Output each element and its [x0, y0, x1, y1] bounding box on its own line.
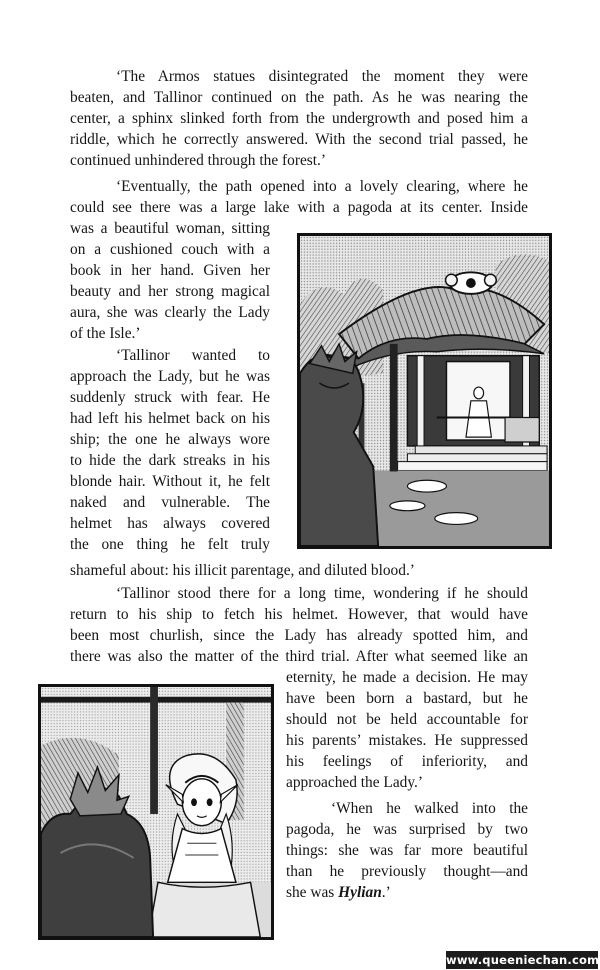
text-line: riddle, which he correctly answered. With the second trial passed, he: [70, 131, 528, 148]
text-line: on a cushioned couch with a: [70, 241, 270, 258]
text-line: beauty and her strong magical: [70, 283, 270, 300]
text-line: pagoda, he was surprised by two: [286, 821, 528, 838]
text-line: helmet has always covered: [70, 515, 270, 532]
text-line: ‘Eventually, the path opened into a lovely clearing, where he: [116, 178, 528, 195]
illustration-lady: [38, 684, 274, 940]
text-line: eternity, he made a decision. He may: [286, 669, 528, 686]
text-line: ship; the one he always wore: [70, 431, 270, 448]
watermark: www.queeniechan.com: [446, 953, 600, 967]
text-line: had left his helmet back on his: [70, 410, 270, 427]
text-line: his feelings of inferiority, and: [286, 753, 528, 770]
text-line: continued unhindered through the forest.’: [70, 152, 327, 169]
text-line: ‘The Armos statues disintegrated the moment they were: [116, 68, 528, 85]
text-line: things: she was far more beautiful: [286, 842, 528, 859]
text-line: return to his ship to fetch his helmet. However, that would have: [70, 606, 528, 623]
text-line: [286, 882, 528, 903]
text-line: blonde hair. Without it, he felt: [70, 473, 270, 490]
text-fragment: .’: [381, 884, 391, 901]
text-line: his parents’ mistakes. He suppressed: [286, 732, 528, 749]
text-line: aura, she was clearly the Lady: [70, 304, 270, 321]
lady-drawing: [41, 687, 271, 937]
text-line: the one thing he felt truly: [70, 536, 270, 553]
text-line: than he previously thought—and: [286, 863, 528, 880]
text-line: could see there was a large lake with a pagoda at its center. Inside: [70, 199, 528, 216]
text-line: center, a sphinx slinked forth from the undergrowth and posed him a: [70, 110, 528, 127]
text-fragment: she was: [286, 884, 339, 901]
emphasis-word: Hylian: [338, 884, 382, 901]
text-line: there was also the matter of the third trial. After what seemed like an: [70, 648, 528, 665]
text-line: of the Isle.’: [70, 325, 141, 342]
text-line: ‘Tallinor wanted to: [116, 347, 270, 364]
text-line: ‘When he walked into the: [331, 800, 528, 817]
text-line: have been born a bastard, but he: [286, 690, 528, 707]
text-line: was a beautiful woman, sitting: [70, 220, 270, 237]
pagoda-drawing: [300, 236, 549, 546]
text-line: to hide the dark streaks in his: [70, 452, 270, 469]
text-line: should not be held accountable for: [286, 711, 528, 728]
text-line: shameful about: his illicit parentage, and diluted blood.’: [70, 562, 415, 579]
text-line: book in her hand. Given her: [70, 262, 270, 279]
text-line: been most churlish, since the Lady has already spotted him, and: [70, 627, 528, 644]
text-line: approached the Lady.’: [286, 774, 424, 791]
text-line: beaten, and Tallinor continued on the path. As he was nearing the: [70, 89, 528, 106]
illustration-pagoda: [297, 233, 552, 549]
text-line: approach the Lady, but he was: [70, 368, 270, 385]
text-line: naked and vulnerable. The: [70, 494, 270, 511]
text-line: ‘Tallinor stood there for a long time, wondering if he should: [116, 585, 528, 602]
text-line: suddenly struck with fear. He: [70, 389, 270, 406]
